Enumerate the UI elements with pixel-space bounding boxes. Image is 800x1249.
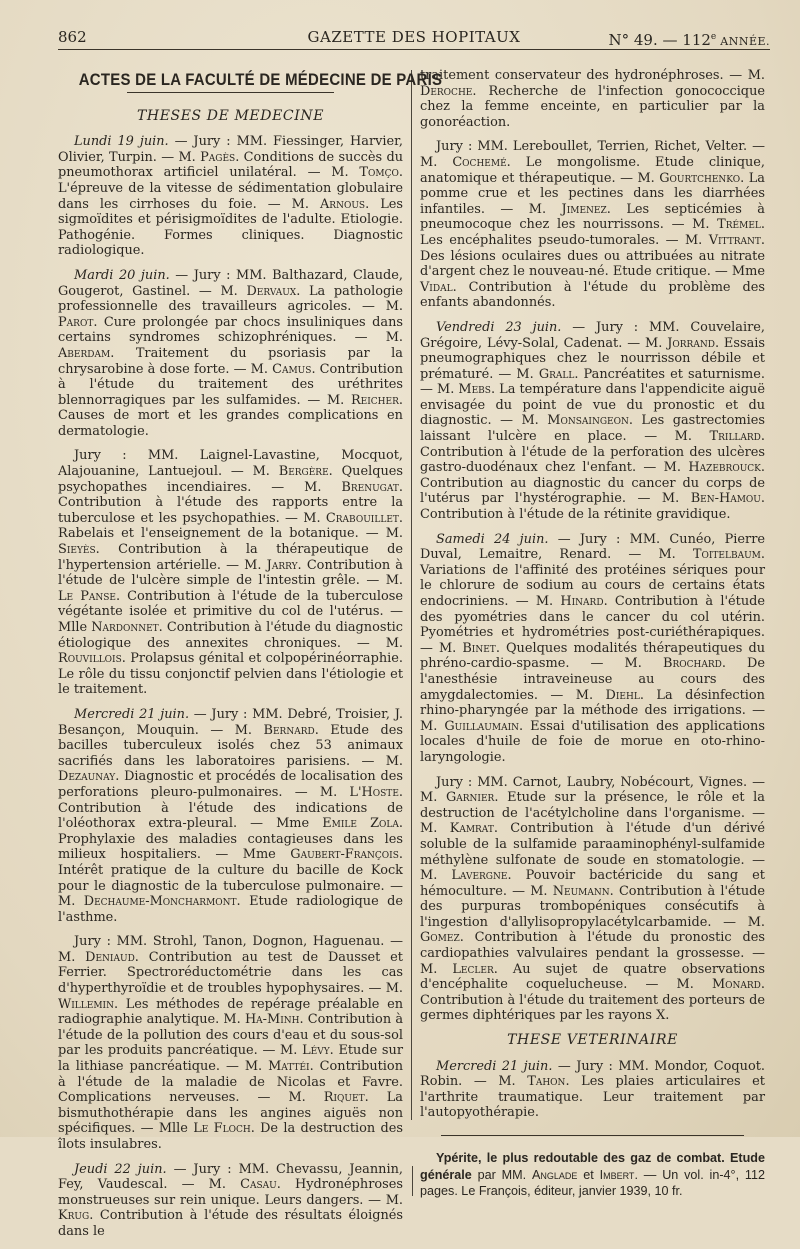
section-title: ACTES DE LA FACULTÉ DE MÉDECINE DE PARIS [78,70,443,89]
section-rule [127,92,334,93]
paragraph-jury-mercredi-2: Jury : MM. Strohl, Tanon, Dognon, Haguenau. — M. Deniaud. Contribution au test de Dausset et Ferrier. Spectroréductométrie dans les cas d'hyperthyroïdie et de troubles hypophysaires. — M. Willemin. Les méthodes de repérage préalable en radiographie analytique. M. Ha-Minh. Contribution à l'étude de la pollution des cours d'eau et du sous-sol par les produits pancréatique. — M. Lévy. Etude sur la lithiase pancréatique. — M. Mattéi. Contribution à l'étude de la maladie de Nicolas et Favre. Complications nerveuses. — M. Riquet. La bismuthothérapie dans les angines aiguës non spécifiques. — Mlle Le Floch. De la destruction des îlots insulabres. [58,934,404,1152]
paragraph-jury-mardi-2: Jury : MM. Laignel-Lavastine, Mocquot, Alajouanine, Lantuejoul. — M. Bergère. Quelques psychopathes incendiaires. — M. Brenugat. Contribution à l'étude des rapports entre la tuberculose et les psychopathies. — M. Crabouillet. Rabelais et l'enseignement de la botanique. — M. Sieyès. Contribution à la thérapeutique de l'hypertension artérielle. — M. Jarry. Contribution à l'étude de l'ulcère simple de l'intestin grêle. — M. Le Panse. Contribution à l'étude de la tuberculose végétante isolée et primitive du col de l'utérus. — Mlle Nardonnet. Contribution à l'étude du diagnostic étiologique des annexites chroniques. — M. Rouvillois. Prolapsus génital et colpopérinéorraphie. Le rôle du tissu conjonctif pelvien dans l'étiologie et le traitement. [58,448,404,698]
issue-number: N° 49. — 112e ANNÉE. [608,31,770,49]
theses-medecine-title: THESES DE MEDECINE [136,107,325,124]
paragraph-samedi: Samedi 24 juin. — Jury : MM. Cunéo, Pierre Duval, Lemaitre, Renard. — M. Toitelbaum. Variations de l'affinité des protéines sériques pour le chlorure de sodium au cours de certains états endocriniens. — M. Hinard. Contribution à l'étude des pyométries dans le cancer du col utérin. Pyométries et hydrométries post-curiéthérapiques. — M. Binet. Quelques modalités thérapeutiques du phréno-cardio-spasme. — M. Brochard. De l'anesthésie intraveineuse au cours des amygdalectomies. — M. Diehl. La désinfection rhino-pharyngée par la méthode des irrigations. — M. Guillaumain. Essai d'utilisation des applications locales d'huile de foie de morue en oto-rhino-laryngologie. [420,531,765,765]
left-column [58,66,443,1249]
header-rule [58,49,770,50]
page-number: 862 [58,28,87,46]
paragraph-jeudi-continued: traitement conservateur des hydronéphroses. — M. Deroche. Recherche de l'infection gonococcique chez la femme enceinte, en particulier par la gonoréaction. [420,68,765,130]
separator-rule [441,1135,745,1136]
paragraph-jury-samedi-2: Jury : MM. Carnot, Laubry, Nobécourt, Vignes. — M. Garnier. Etude sur la présence, le rôle et la destruction de l'acétylcholine dans l'organisme. — M. Kamrat. Contribution à l'étude d'un dérivé soluble de la sulfamide paraaminophényl-sulfamide méthylène sulfonate de soude en stomatologie. — M. Lavergne. Pouvoir bactéricide du sang et hémoculture. — M. Neumann. Contribution à l'étude des purpuras trombopéniques consécutifs à l'ingestion d'allylisopropylacétylcarbamide. — M. Gomez. Contribution à l'étude du pronostic des cardiopathies valvulaires pendant la grossesse. — M. Lecler. Au sujet de quatre observations d'encéphalite coquelucheuse. — M. Monard. Contribution à l'étude du traitement des porteurs de germes diphtériques par les rayons X. [420,774,765,1024]
page-header [58,26,770,48]
book-notice-text: Ypérite, le plus redoutable des gaz de combat. Etude générale par MM. Anglade et Imbert. — Un vol. in-4°, 112 pages. Le François, éditeur, janvier 1939, 10 fr. [420,1151,765,1198]
paragraph-vendredi: Vendredi 23 juin. — Jury : MM. Couvelaire, Grégoire, Lévy-Solal, Cadenat. — M. Jorrand. Essais pneumographiques chez le nourrisson débile et prématuré. — M. Grall. Pancréatites et saturnisme. — M. Mebs. La température dans l'appendicite aiguë envisagée du point de vue du pronostic et du diagnostic. — M. Monsaingeon. Les gastrectomies laissant l'ulcère en place. — M. Trillard. Contribution à l'étude de la perforation des ulcères gastro-duodénaux chez l'enfant. — M. Hazebrouck. Contribution au diagnostic du cancer du corps de l'utérus par l'hystérographie. — M. Ben-Hamou. Contribution à l'étude de la rétinite gravidique. [420,319,766,523]
journal-title: GAZETTE DES HOPITAUX [307,28,521,46]
paragraph-lundi: Lundi 19 juin. — Jury : MM. Fiessinger, Harvier, Olivier, Turpin. — M. Pagès. Conditions de succès du pneumothorax artificiel unilatéral. — M. Tomço. L'épreuve de la vitesse de sédimentation globulaire dans les cirrhoses du foie. — M. Arnous. Les sigmoïdites et périsigmoïdites de l'adulte. Etiologie. Pathogénie. Formes cliniques. Diagnostic radiologique. [58,134,404,259]
right-column [420,68,765,1209]
paragraph-jeudi: Jeudi 22 juin. — Jury : MM. Chevassu, Jeannin, Fey, Vaudescal. — M. Casau. Hydronéphroses monstrueuses sur rein unique. Leurs dangers. — M. Krug. Contribution à l'étude des résultats éloignés dans le [58,1161,403,1239]
these-veterinaire-title: THESE VETERINAIRE [507,1032,678,1049]
paragraph-veterinaire: Mercredi 21 juin. — Jury : MM. Mondor, Coquot. Robin. — M. Tahon. Les plaies articulaires et l'arthrite traumatique. Leur traitement par l'autopyothérapie. [420,1058,766,1121]
paragraph-mercredi: Mercredi 21 juin. — Jury : MM. Debré, Troisier, J. Besançon, Mouquin. — M. Bernard. Etude des bacilles tuberculeux isolés chez 53 animaux sacrifiés dans les laboratoires parisiens. — M. Dezaunay. Diagnostic et procédés de localisation des perforations pleuro-pulmonaires. — M. L'Hoste. Contribution à l'étude des indications de l'oléothorax extra-pleural. — Mme Emile Zola. Prophylaxie des maladies contagieuses dans les milieux hospitaliers. — Mme Gaubert-François. Intérêt pratique de la culture du bacille de Kock pour le diagnostic de la tuberculose pulmonaire. — M. Dechaume-Moncharmont. Etude radiologique de l'asthme. [58,706,404,925]
paragraph-jury-jeudi-2: Jury : MM. Lereboullet, Terrien, Richet, Velter. — M. Cochemé. Le mongolisme. Etude clinique, anatomique et thérapeutique. — M. Gourtchenko. La pomme crue et les pectines dans les diarrhées infantiles. — M. Jimenez. Les septicémies à pneumocoque chez les nourrissons. — M. Trémel. Les encéphalites pseudo-tumorales. — M. Vittrant. Des lésions oculaires dues ou attribuées au nitrate d'argent chez le nouveau-né. Etude critique. — Mme Vidal. Contribution à l'étude du problème des enfants abandonnés. [420,139,765,311]
book-notice [420,1150,765,1200]
paragraph-mardi: Mardi 20 juin. — Jury : MM. Balthazard, Claude, Gougerot, Gastinel. — M. Dervaux. La pathologie professionnelle des travailleurs agricoles. — M. Parot. Cure prolongée par chocs insuliniques dans certains syndromes schizophréniques. — M. Aberdam. Traitement du psoriasis par la chrysarobine à dose forte. — M. Camus. Contribution à l'étude du traitement des uréthrites blennorragiques par les sulfamides. — M. Reicher. Causes de mort et les grandes complications en dermatologie. [58,267,403,439]
column-divider [411,70,412,1120]
